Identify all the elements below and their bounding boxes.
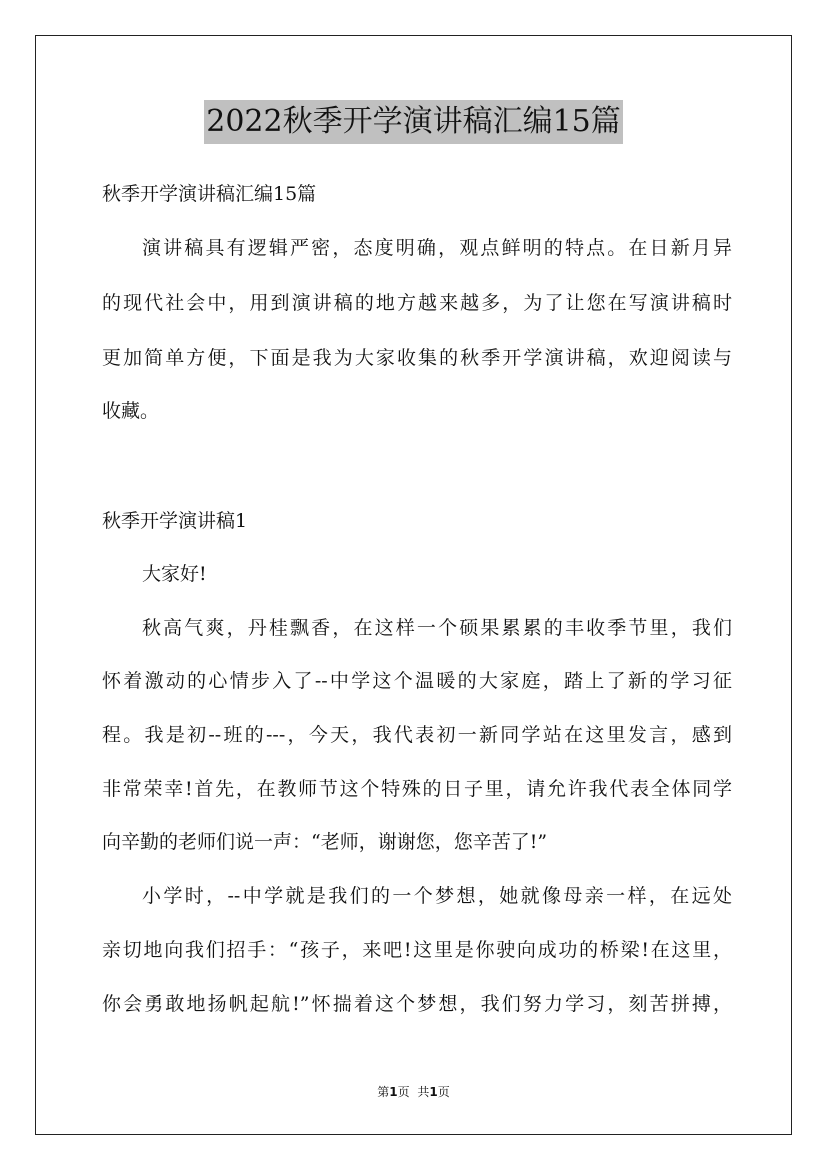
page-suffix: 页 xyxy=(397,1085,410,1099)
total-suffix: 页 xyxy=(437,1085,450,1099)
paragraph-line: 你会勇敢地扬帆起航!”怀揣着这个梦想，我们努力学习，刻苦拼搏， xyxy=(102,993,732,1015)
paragraph-line: 小学时，--中学就是我们的一个梦想，她就像母亲一样，在远处 xyxy=(142,885,732,907)
section-heading: 秋季开学演讲稿1 xyxy=(102,510,248,532)
paragraph-line: 秋高气爽，丹桂飘香，在这样一个硕果累累的丰收季节里，我们 xyxy=(142,617,732,639)
subtitle: 秋季开学演讲稿汇编15篇 xyxy=(102,183,317,205)
intro-line: 的现代社会中，用到演讲稿的地方越来越多，为了让您在写演讲稿时 xyxy=(102,292,732,314)
page-footer xyxy=(0,1084,827,1100)
paragraph-line: 亲切地向我们招手：“孩子，来吧!这里是你驶向成功的桥梁!在这里， xyxy=(102,939,732,961)
intro-line: 演讲稿具有逻辑严密，态度明确，观点鲜明的特点。在日新月异 xyxy=(142,237,732,259)
total-prefix: 共 xyxy=(417,1085,430,1099)
title-container xyxy=(0,100,827,144)
paragraph-line: 非常荣幸!首先，在教师节这个特殊的日子里，请允许我代表全体同学 xyxy=(102,778,732,800)
paragraph-line: 向辛勤的老师们说一声：“老师，谢谢您，您辛苦了!” xyxy=(102,831,548,853)
page-prefix: 第 xyxy=(377,1085,390,1099)
intro-line: 更加简单方便，下面是我为大家收集的秋季开学演讲稿，欢迎阅读与 xyxy=(102,347,732,369)
document-title: 2022秋季开学演讲稿汇编15篇 xyxy=(204,100,623,144)
greeting: 大家好! xyxy=(142,563,207,585)
page-number: 1 xyxy=(389,1085,398,1099)
intro-line: 收藏。 xyxy=(102,400,160,422)
paragraph-line: 程。我是初--班的---，今天，我代表初一新同学站在这里发言，感到 xyxy=(102,724,732,746)
paragraph-line: 怀着激动的心情步入了--中学这个温暖的大家庭，踏上了新的学习征 xyxy=(102,670,732,692)
total-pages: 1 xyxy=(429,1085,438,1099)
